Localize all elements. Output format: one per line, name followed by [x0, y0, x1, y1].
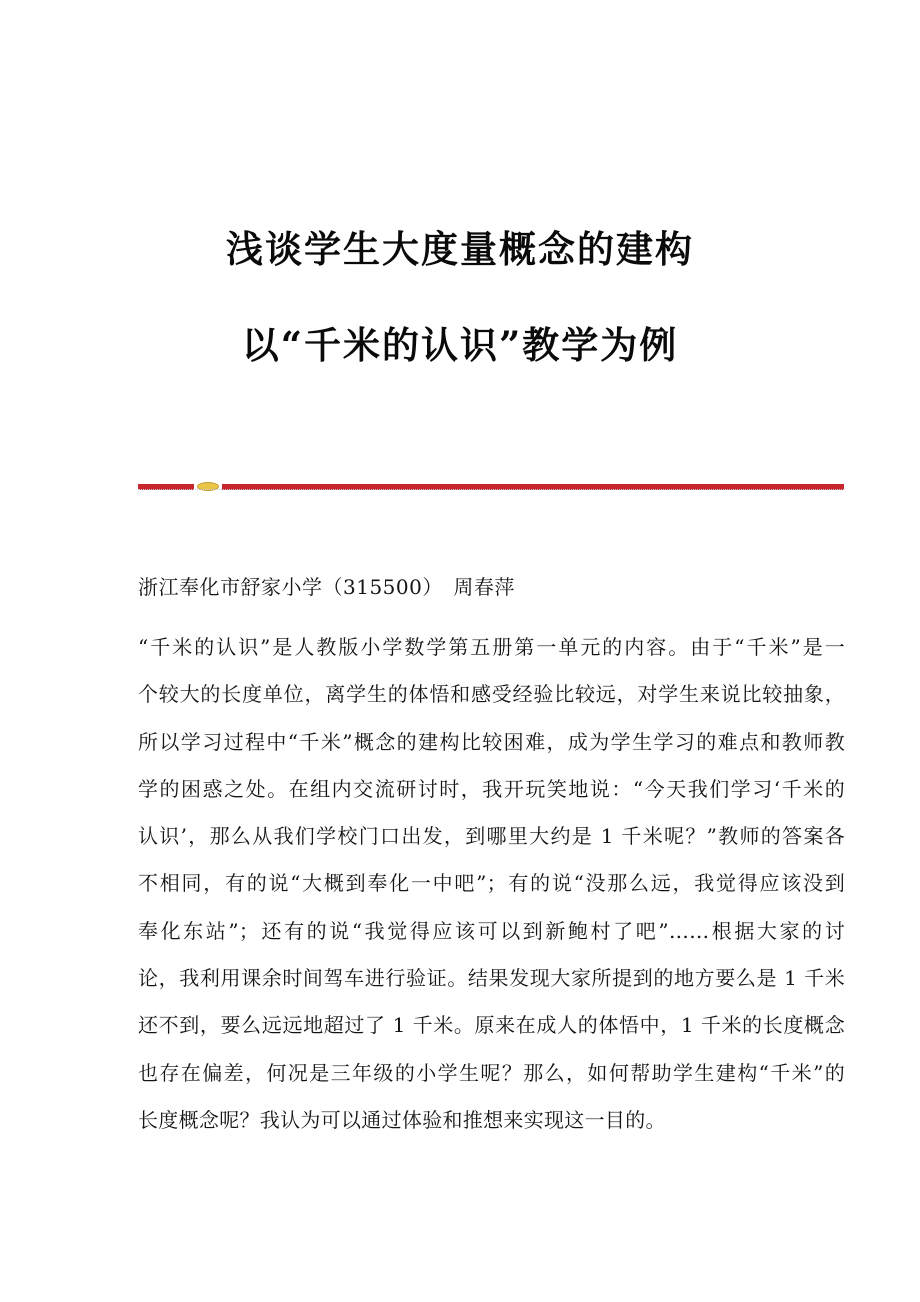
body-line: 所以学习过程中“千米”概念的建构比较困难，成为学生学习的难点和教师教	[138, 729, 845, 754]
body-line: 长度概念呢？我认为可以通过体验和推想来实现这一目的。	[138, 1107, 666, 1132]
author-line: 浙江奉化市舒家小学（315500） 周春萍	[138, 575, 515, 599]
body-line: “千米的认识”是人教版小学数学第五册第一单元的内容。由于“千米”是一	[138, 635, 845, 659]
body-paragraph	[138, 624, 845, 1144]
document-title-line1: 浅谈学生大度量概念的建构	[226, 227, 694, 271]
body-line: 还不到，要么远远地超过了 1 千米。原来在成人的体悟中，1 千米的长度概念	[138, 1013, 845, 1038]
body-line: 奉化东站”；还有的说“我觉得应该可以到新鲍村了吧”……根据大家的讨	[138, 918, 845, 943]
document-title-line2: 以“千米的认识”教学为例	[241, 323, 679, 367]
divider-ellipse-icon	[197, 482, 219, 491]
body-line: 不相同，有的说“大概到奉化一中吧”；有的说“没那么远，我觉得应该没到	[138, 871, 845, 896]
divider-bar-right	[222, 484, 844, 490]
section-divider	[138, 481, 844, 492]
body-line: 学的困惑之处。在组内交流研讨时，我开玩笑地说：“今天我们学习‘千米的	[138, 776, 845, 801]
body-line: 也存在偏差，何况是三年级的小学生呢？那么，如何帮助学生建构“千米”的	[138, 1060, 845, 1085]
body-line: 个较大的长度单位，离学生的体悟和感受经验比较远，对学生来说比较抽象，	[138, 682, 845, 707]
body-line: 论，我利用课余时间驾车进行验证。结果发现大家所提到的地方要么是 1 千米	[138, 966, 845, 991]
divider-bar-left	[138, 484, 194, 490]
body-line: 认识’，那么从我们学校门口出发，到哪里大约是 1 千米呢？”教师的答案各	[138, 824, 845, 849]
